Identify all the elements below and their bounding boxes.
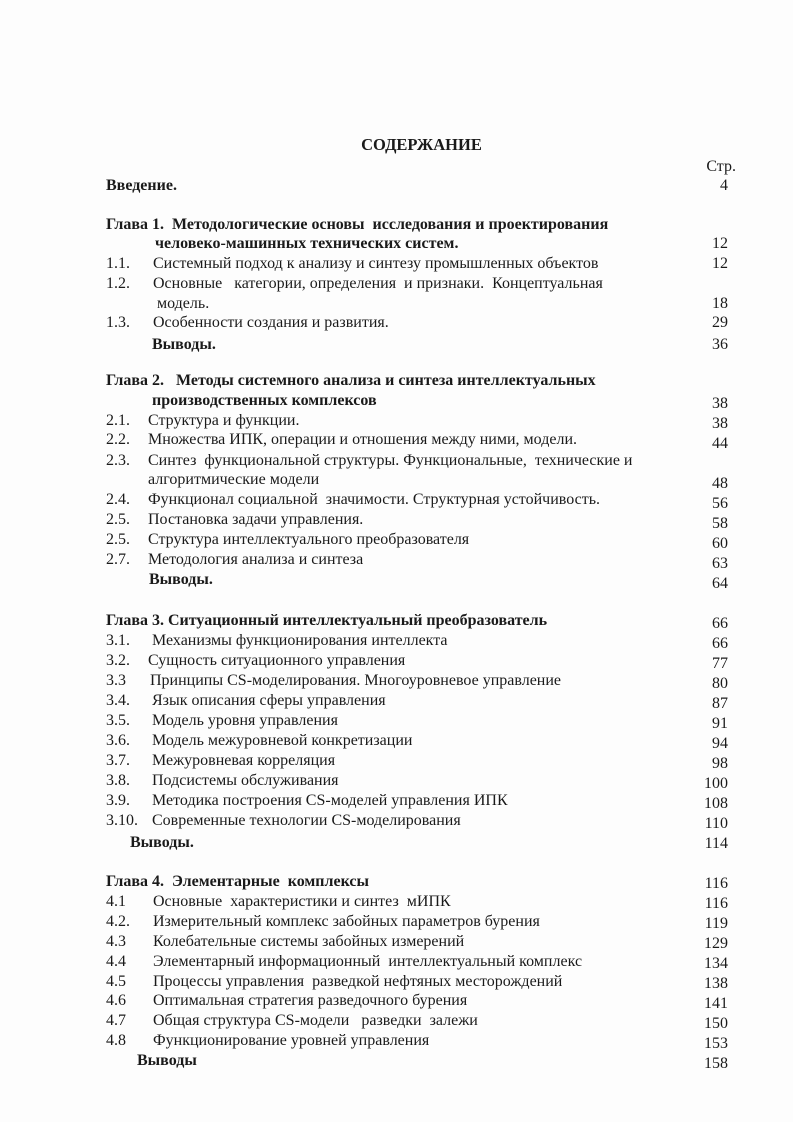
section-number: 3.6. (106, 732, 130, 749)
toc-entry-title: Основные категории, определения и признаки. Концептуальная (153, 275, 603, 292)
toc-entry-title: Современные технологии CS-моделирования (152, 812, 461, 829)
page-number: 153 (704, 1035, 728, 1052)
page-number: 77 (712, 655, 728, 672)
section-number: 3.3 (106, 672, 126, 689)
toc-entry-title: Модель уровня управления (152, 712, 338, 729)
page-number: 44 (712, 435, 728, 452)
toc-entry-title: Синтез функциональной структуры. Функциональные, технические и (148, 452, 633, 469)
section-number: 3.8. (106, 772, 130, 789)
section-number: 3.7. (106, 752, 130, 769)
page-number: 98 (712, 755, 728, 772)
section-number: 4.6 (106, 992, 126, 1009)
page-number: 58 (712, 515, 728, 532)
page-number: 38 (712, 395, 728, 412)
toc-entry-title: Введение. (106, 177, 177, 194)
page-number: 4 (720, 177, 728, 194)
summary-entry: Выводы. (149, 571, 213, 588)
page-number: 116 (704, 895, 728, 912)
section-number: 2.4. (106, 491, 130, 508)
page-number: 91 (712, 715, 728, 732)
page-number: 94 (712, 735, 728, 752)
page-title: СОДЕРЖАНИЕ (361, 135, 482, 154)
page-number: 38 (712, 415, 728, 432)
toc-entry-title: Особенности создания и развития. (153, 314, 389, 331)
summary-entry: Выводы. (152, 336, 216, 353)
toc-entry-title: Функционал социальной значимости. Структурная устойчивость. (148, 491, 600, 508)
page-number: 18 (712, 295, 728, 312)
section-number: 3.5. (106, 712, 130, 729)
page-number: 48 (712, 475, 728, 492)
page-number: 158 (704, 1055, 728, 1072)
section-number: 4.3 (106, 933, 126, 950)
section-number: 2.3. (106, 452, 130, 469)
pages-column-label: Стр. (706, 158, 736, 175)
toc-entry-title: Колебательные системы забойных измерений (153, 933, 465, 950)
section-number: 1.3. (106, 314, 130, 331)
section-number: 4.4 (106, 953, 126, 970)
toc-entry-title: Общая структура CS-модели разведки залежи (153, 1012, 478, 1029)
section-number: 2.7. (106, 551, 130, 568)
section-number: 4.7 (106, 1012, 126, 1029)
toc-entry-title: Множества ИПК, операции и отношения между ними, модели. (148, 431, 578, 448)
section-number: 2.1. (106, 412, 130, 429)
toc-entry-title: Постановка задачи управления. (148, 511, 364, 528)
page-number: 138 (704, 975, 728, 992)
toc-entry-title: Структура интеллектуального преобразователя (148, 531, 470, 548)
section-number: 3.9. (106, 792, 130, 809)
page-number: 87 (712, 695, 728, 712)
page-number: 110 (704, 815, 728, 832)
toc-entry-title: Модель межуровневой конкретизации (152, 732, 413, 749)
summary-entry: Выводы. (130, 834, 194, 851)
toc-entry-title: Оптимальная стратегия разведочного бурения (153, 992, 468, 1009)
toc-entry-title: Измерительный комплекс забойных параметров бурения (153, 913, 540, 930)
toc-entry-title: модель. (157, 295, 210, 312)
chapter-title: Глава 1. Методологические основы исследования и проектирования (106, 216, 609, 233)
chapter-title: Глава 4. Элементарные комплексы (106, 873, 370, 890)
section-number: 4.2. (106, 913, 130, 930)
toc-entry-title: Функционирование уровней управления (153, 1032, 430, 1049)
page-number: 80 (712, 675, 728, 692)
page-number: 116 (704, 875, 728, 892)
page-number: 36 (712, 336, 728, 353)
page-number: 150 (704, 1015, 728, 1032)
toc-entry-title: Методология анализа и синтеза (148, 551, 364, 568)
toc-entry-title: Межуровневая корреляция (152, 752, 336, 769)
section-number: 4.5 (106, 973, 126, 990)
page-number: 134 (704, 955, 728, 972)
page-number: 100 (704, 775, 728, 792)
chapter-title: Глава 2. Методы системного анализа и синтеза интеллектуальных (106, 372, 596, 389)
page-number: 60 (712, 535, 728, 552)
section-number: 3.4. (106, 692, 130, 709)
section-number: 3.2. (106, 652, 130, 669)
toc-entry-title: Механизмы функционирования интеллекта (152, 632, 448, 649)
page-number: 141 (704, 995, 728, 1012)
page-number: 64 (712, 575, 728, 592)
page-number: 63 (712, 555, 728, 572)
section-number: 2.5. (106, 511, 130, 528)
page-number: 119 (704, 915, 728, 932)
page-number: 29 (712, 314, 728, 331)
page-number: 114 (704, 835, 728, 852)
section-number: 4.1 (106, 893, 126, 910)
toc-entry-title: Структура и функции. (148, 412, 300, 429)
page-number: 12 (712, 235, 728, 252)
chapter-title: человеко-машинных технических систем. (155, 235, 459, 252)
toc-entry-title: Методика построения CS-моделей управления ИПК (152, 792, 508, 809)
toc-entry-title: Подсистемы обслуживания (152, 772, 339, 789)
page-number: 66 (712, 635, 728, 652)
toc-entry-title: Сущность ситуационного управления (148, 652, 406, 669)
section-number: 1.2. (106, 275, 130, 292)
toc-entry-title: Основные характеристики и синтез мИПК (153, 893, 451, 910)
page-number: 108 (704, 795, 728, 812)
toc-entry-title: Системный подход к анализу и синтезу промышленных объектов (153, 255, 599, 272)
toc-entry-title: Язык описания сферы управления (152, 692, 386, 709)
page-number: 66 (712, 615, 728, 632)
section-number: 4.8 (106, 1032, 126, 1049)
page-number: 12 (712, 255, 728, 272)
chapter-title: Глава 3. Ситуационный интеллектуальный преобразователь (106, 612, 548, 629)
toc-entry-title: Элементарный информационный интеллектуальный комплекс (153, 953, 583, 970)
page-number: 129 (704, 935, 728, 952)
section-number: 3.1. (106, 632, 130, 649)
section-number: 1.1. (106, 255, 130, 272)
toc-entry-title: Принципы CS-моделирования. Многоуровневое управление (150, 672, 562, 689)
page-number: 56 (712, 495, 728, 512)
summary-entry: Выводы (137, 1052, 197, 1069)
section-number: 3.10. (106, 812, 138, 829)
section-number: 2.5. (106, 531, 130, 548)
chapter-title: производственных комплексов (152, 392, 377, 409)
toc-entry-title: Процессы управления разведкой нефтяных месторождений (153, 973, 563, 990)
toc-entry-title: алгоритмические модели (148, 471, 320, 488)
section-number: 2.2. (106, 431, 130, 448)
